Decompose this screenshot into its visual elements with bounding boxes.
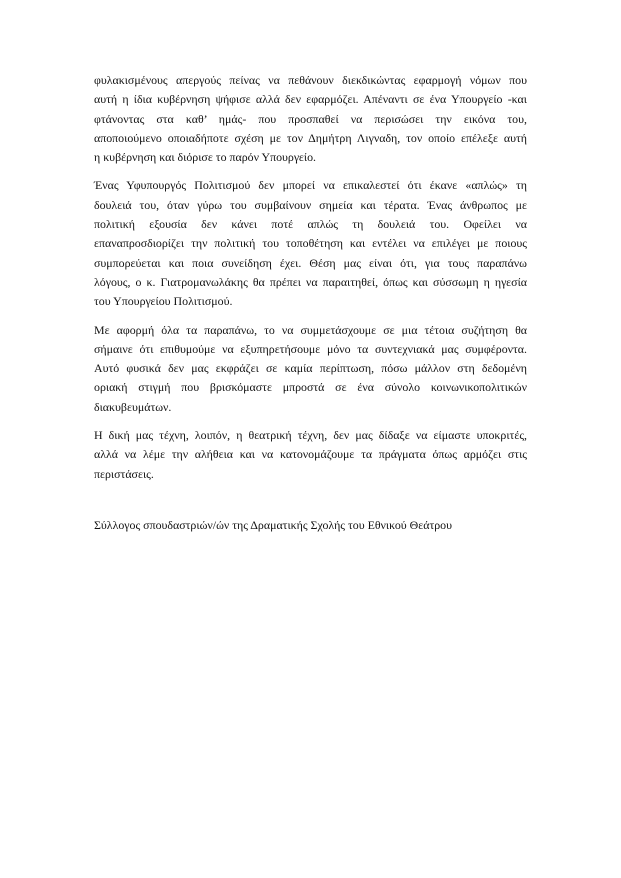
text-line: φυλακισμένους απεργούς πείνας να πεθάνουν διεκδικώντας εφαρμογή νόμων που [94, 73, 527, 87]
paragraph-2 [94, 176, 527, 311]
text-line: περιστάσεις. [94, 466, 154, 481]
text-line: αποποιούμενο οποιαδήποτε σχέση με τον Δημήτρη Λιγναδη, τον οποίο επέλεξε αυτή [94, 130, 527, 145]
text-line: του Υπουργείου Πολιτισμού. [94, 294, 233, 309]
text-line: Με αφορμή όλα τα παραπάνω, το να συμμετάσχουμε σε μια τέτοια συζήτηση θα [94, 322, 527, 337]
text-line: πολιτική εξουσία δεν κάνει ποτέ απλώς τη δουλειά του. Οφείλει να [94, 217, 527, 232]
text-line: επαναπροσδιορίζει την πολιτική του τοποθέτηση και εντέλει να επιλέγει με ποιους [94, 236, 527, 251]
document-body [94, 71, 527, 535]
text-line: Αυτό φυσικά δεν μας εκφράζει σε καμία περίπτωση, πόσω μάλλον στη δεδομένη [94, 361, 527, 376]
text-line: αυτή η ίδια κυβέρνηση ψήφισε αλλά δεν εφαρμόζει. Απέναντι σε ένα Υπουργείο -και [94, 92, 527, 107]
text-line: διακυβευμάτων. [94, 399, 172, 414]
text-line: λόγους, ο κ. Γιατρομανωλάκης θα πρέπει να παραιτηθεί, όπως και σύσσωμη η ηγεσία [94, 274, 527, 289]
paragraph-3 [94, 321, 527, 417]
paragraph-4 [94, 426, 527, 484]
text-line: Η δική μας τέχνη, λοιπόν, η θεατρική τέχνη, δεν μας δίδαξε να είμαστε υποκριτές, [94, 428, 527, 443]
text-line: οριακή στιγμή που βρισκόμαστε μπροστά σε ένα σύνολο κοινωνικοπολιτικών [94, 380, 527, 395]
text-line: αλλά να λέμε την αλήθεια και να κατονομάζουμε τα πράγματα όπως αρμόζει στις [94, 447, 527, 462]
text-line: η κυβέρνηση και διόρισε το παρόν Υπουργείο. [94, 150, 317, 165]
text-line: δουλειά του, όταν γύρω του συμβαίνουν σημεία και τέρατα. Ένας άνθρωπος με [94, 197, 527, 212]
text-line: φτάνοντας στα καθ’ ημάς- που προσπαθεί να περισώσει την εικόνα του, [94, 111, 527, 126]
paragraph-1 [94, 71, 527, 167]
text-line: Ένας Υφυπουργός Πολιτισμού δεν μπορεί να επικαλεστεί ότι έκανε «απλώς» τη [94, 178, 527, 193]
signature: Σύλλογος σπουδαστριών/ών της Δραματικής Σχολής του Εθνικού Θεάτρου [94, 517, 453, 532]
text-line: συμπορεύεται και ποια συνείδηση έχει. Θέση μας είναι ότι, για τους παραπάνω [94, 255, 527, 270]
text-line: σήμαινε ότι επιθυμούμε να εξυπηρετήσουμε μόνο τα συντεχνιακά μας συμφέροντα. [94, 341, 527, 356]
